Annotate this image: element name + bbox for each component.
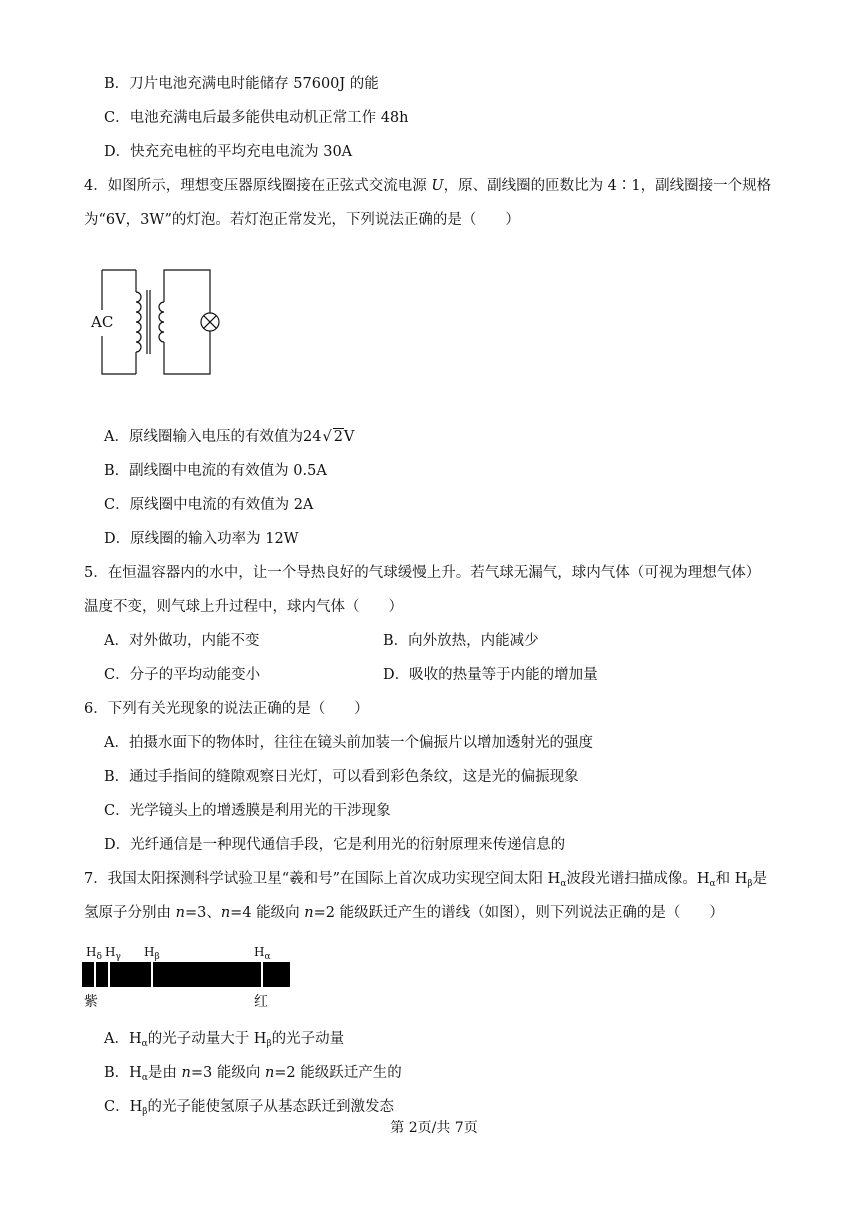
q6-stem: 6．下列有关光现象的说法正确的是（ ） xyxy=(84,701,369,717)
q5-option-a: A．对外做功，内能不变 xyxy=(104,633,260,649)
spectrum-figure xyxy=(82,942,292,1012)
q6-option-a: A．拍摄水面下的物体时，往往在镜头前加装一个偏振片以增加透射光的强度 xyxy=(104,735,593,751)
q7-option-b: B．$H_\alpha$是由 n=3 能级向 n=2 能级跃迁产生的 xyxy=(104,1065,402,1083)
page-footer: 第 2页/共 7页 xyxy=(390,1120,478,1136)
q5-option-b: B．向外放热，内能减少 xyxy=(383,633,539,649)
q6-option-c: C．光学镜头上的增透膜是利用光的干涉现象 xyxy=(104,803,391,819)
spectrum-label-h-delta: $H_\delta$ xyxy=(86,945,102,962)
q4-option-a: A．原线圈输入电压的有效值为24√ 2V xyxy=(104,429,355,445)
red-end-label: 红 xyxy=(254,994,268,1010)
q4-stem-line2: 为“6V，3W”的灯泡。若灯泡正常发光，下列说法正确的是（ ） xyxy=(84,212,520,228)
ac-source-label: AC xyxy=(91,313,114,331)
spectrum-bar xyxy=(82,962,292,988)
q3-option-b: B．刀片电池充满电时能储存 57600J 的能 xyxy=(104,76,379,92)
q5-stem-line1: 5．在恒温容器内的水中，让一个导热良好的气球缓慢上升。若气球无漏气，球内气体（可视为理想气体） xyxy=(84,565,761,581)
q4-option-b: B．副线圈中电流的有效值为 0.5A xyxy=(104,463,327,479)
q7-option-c: C．$H_\beta$的光子能使氢原子从基态跃迁到激发态 xyxy=(104,1099,394,1117)
q7-option-a: A．$H_\alpha$的光子动量大于 $H_\beta$的光子动量 xyxy=(104,1031,345,1049)
spectrum-label-h-alpha: $H_\alpha$ xyxy=(254,945,271,962)
q4-var-u: U xyxy=(431,178,444,194)
q5-option-c: C．分子的平均动能变小 xyxy=(104,667,261,683)
q4-option-c: C．原线圈中电流的有效值为 2A xyxy=(104,497,314,513)
q6-option-d: D．光纤通信是一种现代通信手段，它是利用光的衍射原理来传递信息的 xyxy=(104,837,566,853)
q5-option-d: D．吸收的热量等于内能的增加量 xyxy=(383,667,598,683)
q7-stem-line1: 7．我国太阳探测科学试验卫星“羲和号”在国际上首次成功实现空间太阳 $H_\alpha$波段光谱扫描成像。$H_\alpha$和 $H_\beta$是 xyxy=(84,871,768,889)
q6-option-b: B．通过手指间的缝隙观察日光灯，可以看到彩色条纹，这是光的偏振现象 xyxy=(104,769,579,785)
spectrum-label-h-gamma: $H_\gamma$ xyxy=(105,945,121,962)
q3-option-d: D．快充充电桩的平均充电电流为 30A xyxy=(104,144,353,160)
q3-option-c: C．电池充满电后最多能供电动机正常工作 48h xyxy=(104,110,409,126)
violet-end-label: 紫 xyxy=(84,994,98,1010)
q4-stem-line1: 4．如图所示，理想变压器原线圈接在正弦式交流电源 U，原、副线圈的匝数比为 4∶1，副线圈接一个规格 xyxy=(84,178,772,194)
q5-stem-line2: 温度不变，则气球上升过程中，球内气体（ ） xyxy=(84,599,403,615)
spectrum-label-h-beta: $H_\beta$ xyxy=(144,945,160,962)
q4-option-d: D．原线圈的输入功率为 12W xyxy=(104,531,299,547)
q7-stem-line2: 氢原子分别由 n=3、n=4 能级向 n=2 能级跃迁产生的谱线（如图），则下列说法正确的是（ ） xyxy=(84,905,724,921)
